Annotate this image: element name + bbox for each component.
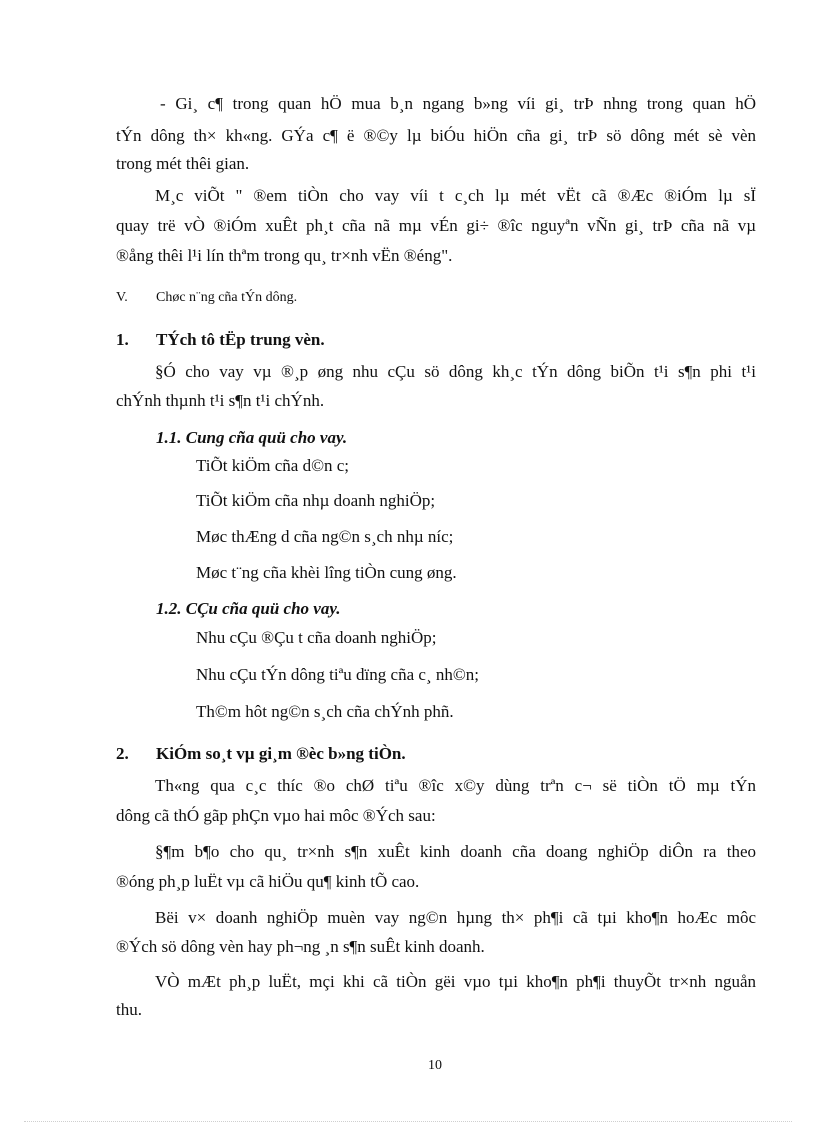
list-item: Møc thÆng d cña ng©n s¸ch nhµ níc; [196, 527, 454, 546]
paragraph-line: thu. [116, 1000, 142, 1019]
paragraph-line: Th«ng qua c¸c thíc ®o chØ tiªu ®îc x©y dùng trªn c¬ së tiÒn tÖ mµ tÝn [155, 776, 756, 795]
paragraph-line: §Ó cho vay vµ ®¸p øng nhu cÇu sö dông kh¸c tÝn dông biÕn t¹i s¶n phi t¹i [155, 362, 756, 381]
subsection-1-2-title: 1.2. CÇu cña quü cho vay. [156, 599, 341, 618]
list-item: TiÕt kiÖm cña nhµ doanh nghiÖp; [196, 491, 436, 510]
section-2-number: 2. [116, 744, 129, 763]
section-1-number: 1. [116, 330, 129, 349]
paragraph-line: trong mét thêi gian. [116, 154, 250, 173]
paragraph-line: ®ång thêi l¹i lín thªm trong qu¸ tr×nh vËn ®éng". [116, 246, 453, 265]
paragraph-line: ®óng ph¸p luËt vµ cã hiÖu qu¶ kinh tÕ cao. [116, 872, 420, 891]
paragraph-line: ®Ých sö dông vèn hay ph¬ng ¸n s¶n suÊt kinh doanh. [116, 937, 485, 956]
page-bottom-divider [24, 1121, 792, 1122]
list-item: Møc t¨ng cña khèi lîng tiÒn cung øng. [196, 563, 457, 582]
section-2-title: KiÓm so¸t vµ gi¸m ®èc b»ng tiÒn. [156, 744, 406, 763]
paragraph-line: tÝn dông th× kh«ng. GÝa c¶ ë ®©y lµ biÓu hiÖn cña gi¸ trÞ sö dông mét sè vèn [116, 126, 756, 145]
list-item: Th©m hôt ng©n s¸ch cña chÝnh phñ. [196, 702, 454, 721]
paragraph-line: §¶m b¶o cho qu¸ tr×nh s¶n xuÊt kinh doanh cña doang nghiÖp diÔn ra theo [155, 842, 756, 861]
paragraph-line: chÝnh thµnh t¹i s¶n t¹i chÝnh. [116, 391, 325, 410]
paragraph-line: quay trë vÒ ®iÓm xuÊt ph¸t cña nã mµ vÉn gi÷ ®îc nguyªn vÑn gi¸ trÞ cña nã vµ [116, 216, 756, 235]
paragraph-line: VÒ mÆt ph¸p luËt, mçi khi cã tiÒn gëi vµo tµi kho¶n ph¶i thuyÕt tr×nh nguån [155, 972, 756, 991]
paragraph-line: Bëi v× doanh nghiÖp muèn vay ng©n hµng th× ph¶i cã tµi kho¶n hoÆc môc [155, 908, 756, 927]
section-v-number: V. [116, 290, 128, 305]
paragraph-line: dông cã thÓ gãp phÇn vµo hai môc ®Ých sau: [116, 806, 436, 825]
section-v-title: Chøc n¨ng cña tÝn dông. [156, 290, 298, 305]
list-item: TiÕt kiÖm cña d©n c; [196, 456, 350, 475]
paragraph-line: M¸c viÕt " ®em tiÒn cho vay víi t c¸ch lµ mét vËt cã ®Æc ®iÓm lµ sÏ [155, 186, 756, 205]
list-item: Nhu cÇu ®Çu t cña doanh nghiÖp; [196, 628, 437, 647]
section-1-title: TÝch tô tËp trung vèn. [156, 330, 325, 349]
list-item: Nhu cÇu tÝn dông tiªu dïng cña c¸ nh©n; [196, 665, 479, 684]
paragraph-line: - Gi¸ c¶ trong quan hÖ mua b¸n ngang b»ng víi gi¸ trÞ nhng trong quan hÖ [160, 94, 756, 113]
subsection-1-1-title: 1.1. Cung cña quü cho vay. [156, 428, 348, 447]
page-number: 10 [428, 1058, 442, 1073]
